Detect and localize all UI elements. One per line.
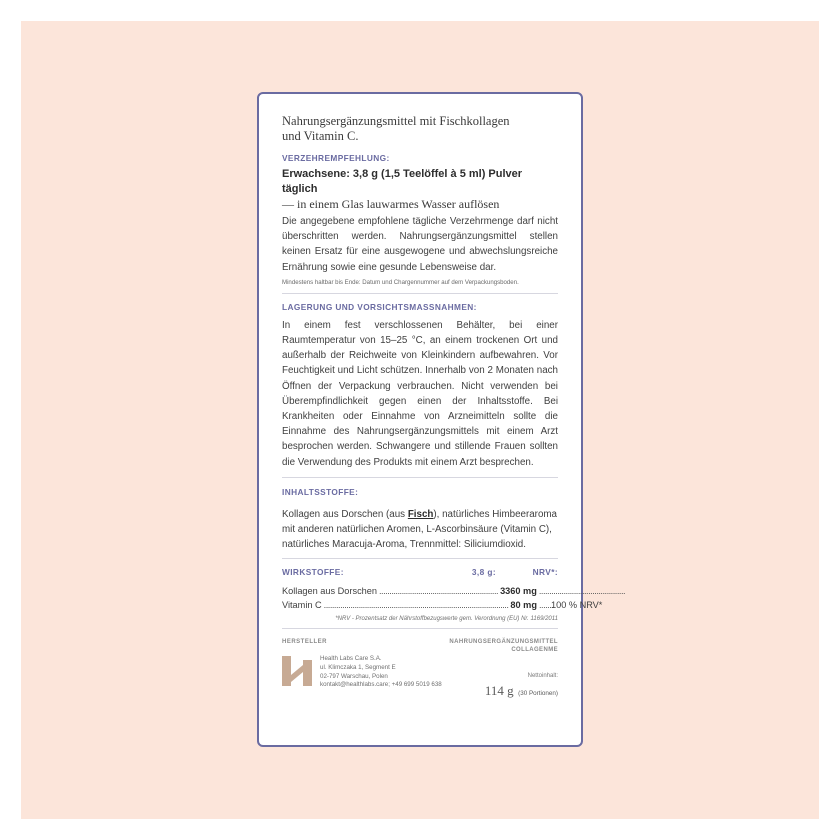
product-type-line-1: NAHRUNGSERGÄNZUNGSMITTEL xyxy=(449,639,558,646)
dot-leader: .......................................... xyxy=(538,586,626,597)
manufacturer-address xyxy=(320,655,442,689)
active-name: Kollagen aus Dorschen xyxy=(282,586,377,597)
dosage-heading: VERZEHREMPFEHLUNG: xyxy=(282,153,390,163)
actives-row xyxy=(282,584,626,598)
product-type xyxy=(449,639,558,654)
net-content-label: Nettoinhalt: xyxy=(527,673,558,680)
portions: (30 Portionen) xyxy=(518,690,558,698)
manufacturer-name: Health Labs Care S.A. xyxy=(320,655,382,663)
divider xyxy=(282,477,558,478)
intro-title xyxy=(282,114,558,144)
actives-row xyxy=(282,598,603,612)
manufacturer-street: ul. Klimczaka 1, Segment E xyxy=(320,664,396,672)
dot-leader: .......................................................... xyxy=(379,586,499,597)
nrv-footnote: *NRV - Prozentsatz der Nährstoffbezugswerte gem. Verordnung (EU) Nr. 1169/2011 xyxy=(335,616,558,623)
divider xyxy=(282,293,558,294)
actives-header xyxy=(282,567,558,577)
ingredients-text-end: ), natürliches Himbeeraroma mit anderen natürlichen Aromen, L-Ascorbinsäure (Vitamin C), natürliches Maracuja-Aroma, Trennmittel: Siliciumdioxid. xyxy=(282,508,558,551)
dosage-line-2: — in einem Glas lauwarmes Wasser auflösen xyxy=(282,197,500,211)
label-footer xyxy=(282,639,558,719)
dosage-warning: Die angegebene empfohlene tägliche Verzehrmenge darf nicht überschritten werden. Nahrungsergänzungsmittel stellen keinen Ersatz für eine ausgewogene und abwechslungsreiche Ernährung sowie eine gesunde Lebensweise dar. xyxy=(282,216,558,273)
product-brand: COLLAGENME xyxy=(511,646,558,653)
dosage-line-1: Erwachsene: 3,8 g (1,5 Teelöffel à 5 ml) Pulver täglich xyxy=(282,168,523,195)
intro-title-line-2: und Vitamin C. xyxy=(282,129,359,143)
actives-nrv-column: NRV*: xyxy=(532,567,558,578)
manufacturer-heading: HERSTELLER xyxy=(282,639,328,646)
ingredients-text-start: Kollagen aus Dorschen (aus xyxy=(282,508,408,520)
product-label xyxy=(257,92,626,747)
active-amount: 80 mg xyxy=(510,600,537,611)
net-content xyxy=(485,682,558,700)
storage-heading: LAGERUNG UND VORSICHTSMASSNAHMEN: xyxy=(282,301,477,312)
allergen-highlight: Fisch xyxy=(407,508,434,520)
net-amount: 114 g xyxy=(484,683,514,699)
divider xyxy=(282,558,558,559)
manufacturer-city: 02-797 Warschau, Polen xyxy=(320,672,388,680)
manufacturer-contact: kontakt@healthlabs.care; +49 699 5019 638 xyxy=(320,681,442,689)
storage-text: In einem fest verschlossenen Behälter, bei einer Raumtemperatur von 15–25 °C, an einem trockenen Ort und außerhalb der Reichweite von Kleinkindern aufbewahren. Vor Feuchtigkeit und Licht schützen. Innerhalb von 2 Monaten nach Öffnen der Verpackung verbrauchen. Nicht verwenden bei Überempfindlichkeit gegen einen der Inhaltsstoffe. Bei Krankheiten oder Einnahme von Arzneimitteln sollte die Einnahme des Nahrungsergänzungsmittels mit einem Arzt besprochen werden. Schwangere und stillende Frauen sollten die Verwendung des Produkts mit einem Arzt besprechen. xyxy=(282,319,558,468)
dot-leader: .......................................................................................... xyxy=(323,600,509,611)
ingredients-heading: INHALTSSTOFFE: xyxy=(282,486,359,497)
intro-title-line-1: Nahrungsergänzungsmittel mit Fischkollagen xyxy=(282,114,510,128)
best-before-note: Mindestens haltbar bis Ende: Datum und Chargennummer auf dem Verpackungsboden. xyxy=(282,278,519,286)
active-nrv: 100 % NRV* xyxy=(550,600,603,611)
ingredients-text xyxy=(282,507,558,553)
actives-heading: WIRKSTOFFE: xyxy=(282,567,344,578)
dot-leader: ....... xyxy=(538,600,554,611)
actives-dose-column: 3,8 g: xyxy=(471,567,496,578)
active-amount: 3360 mg xyxy=(500,586,537,597)
health-labs-h-logo-icon xyxy=(282,656,312,686)
divider xyxy=(282,628,558,629)
active-name: Vitamin C xyxy=(282,600,322,611)
